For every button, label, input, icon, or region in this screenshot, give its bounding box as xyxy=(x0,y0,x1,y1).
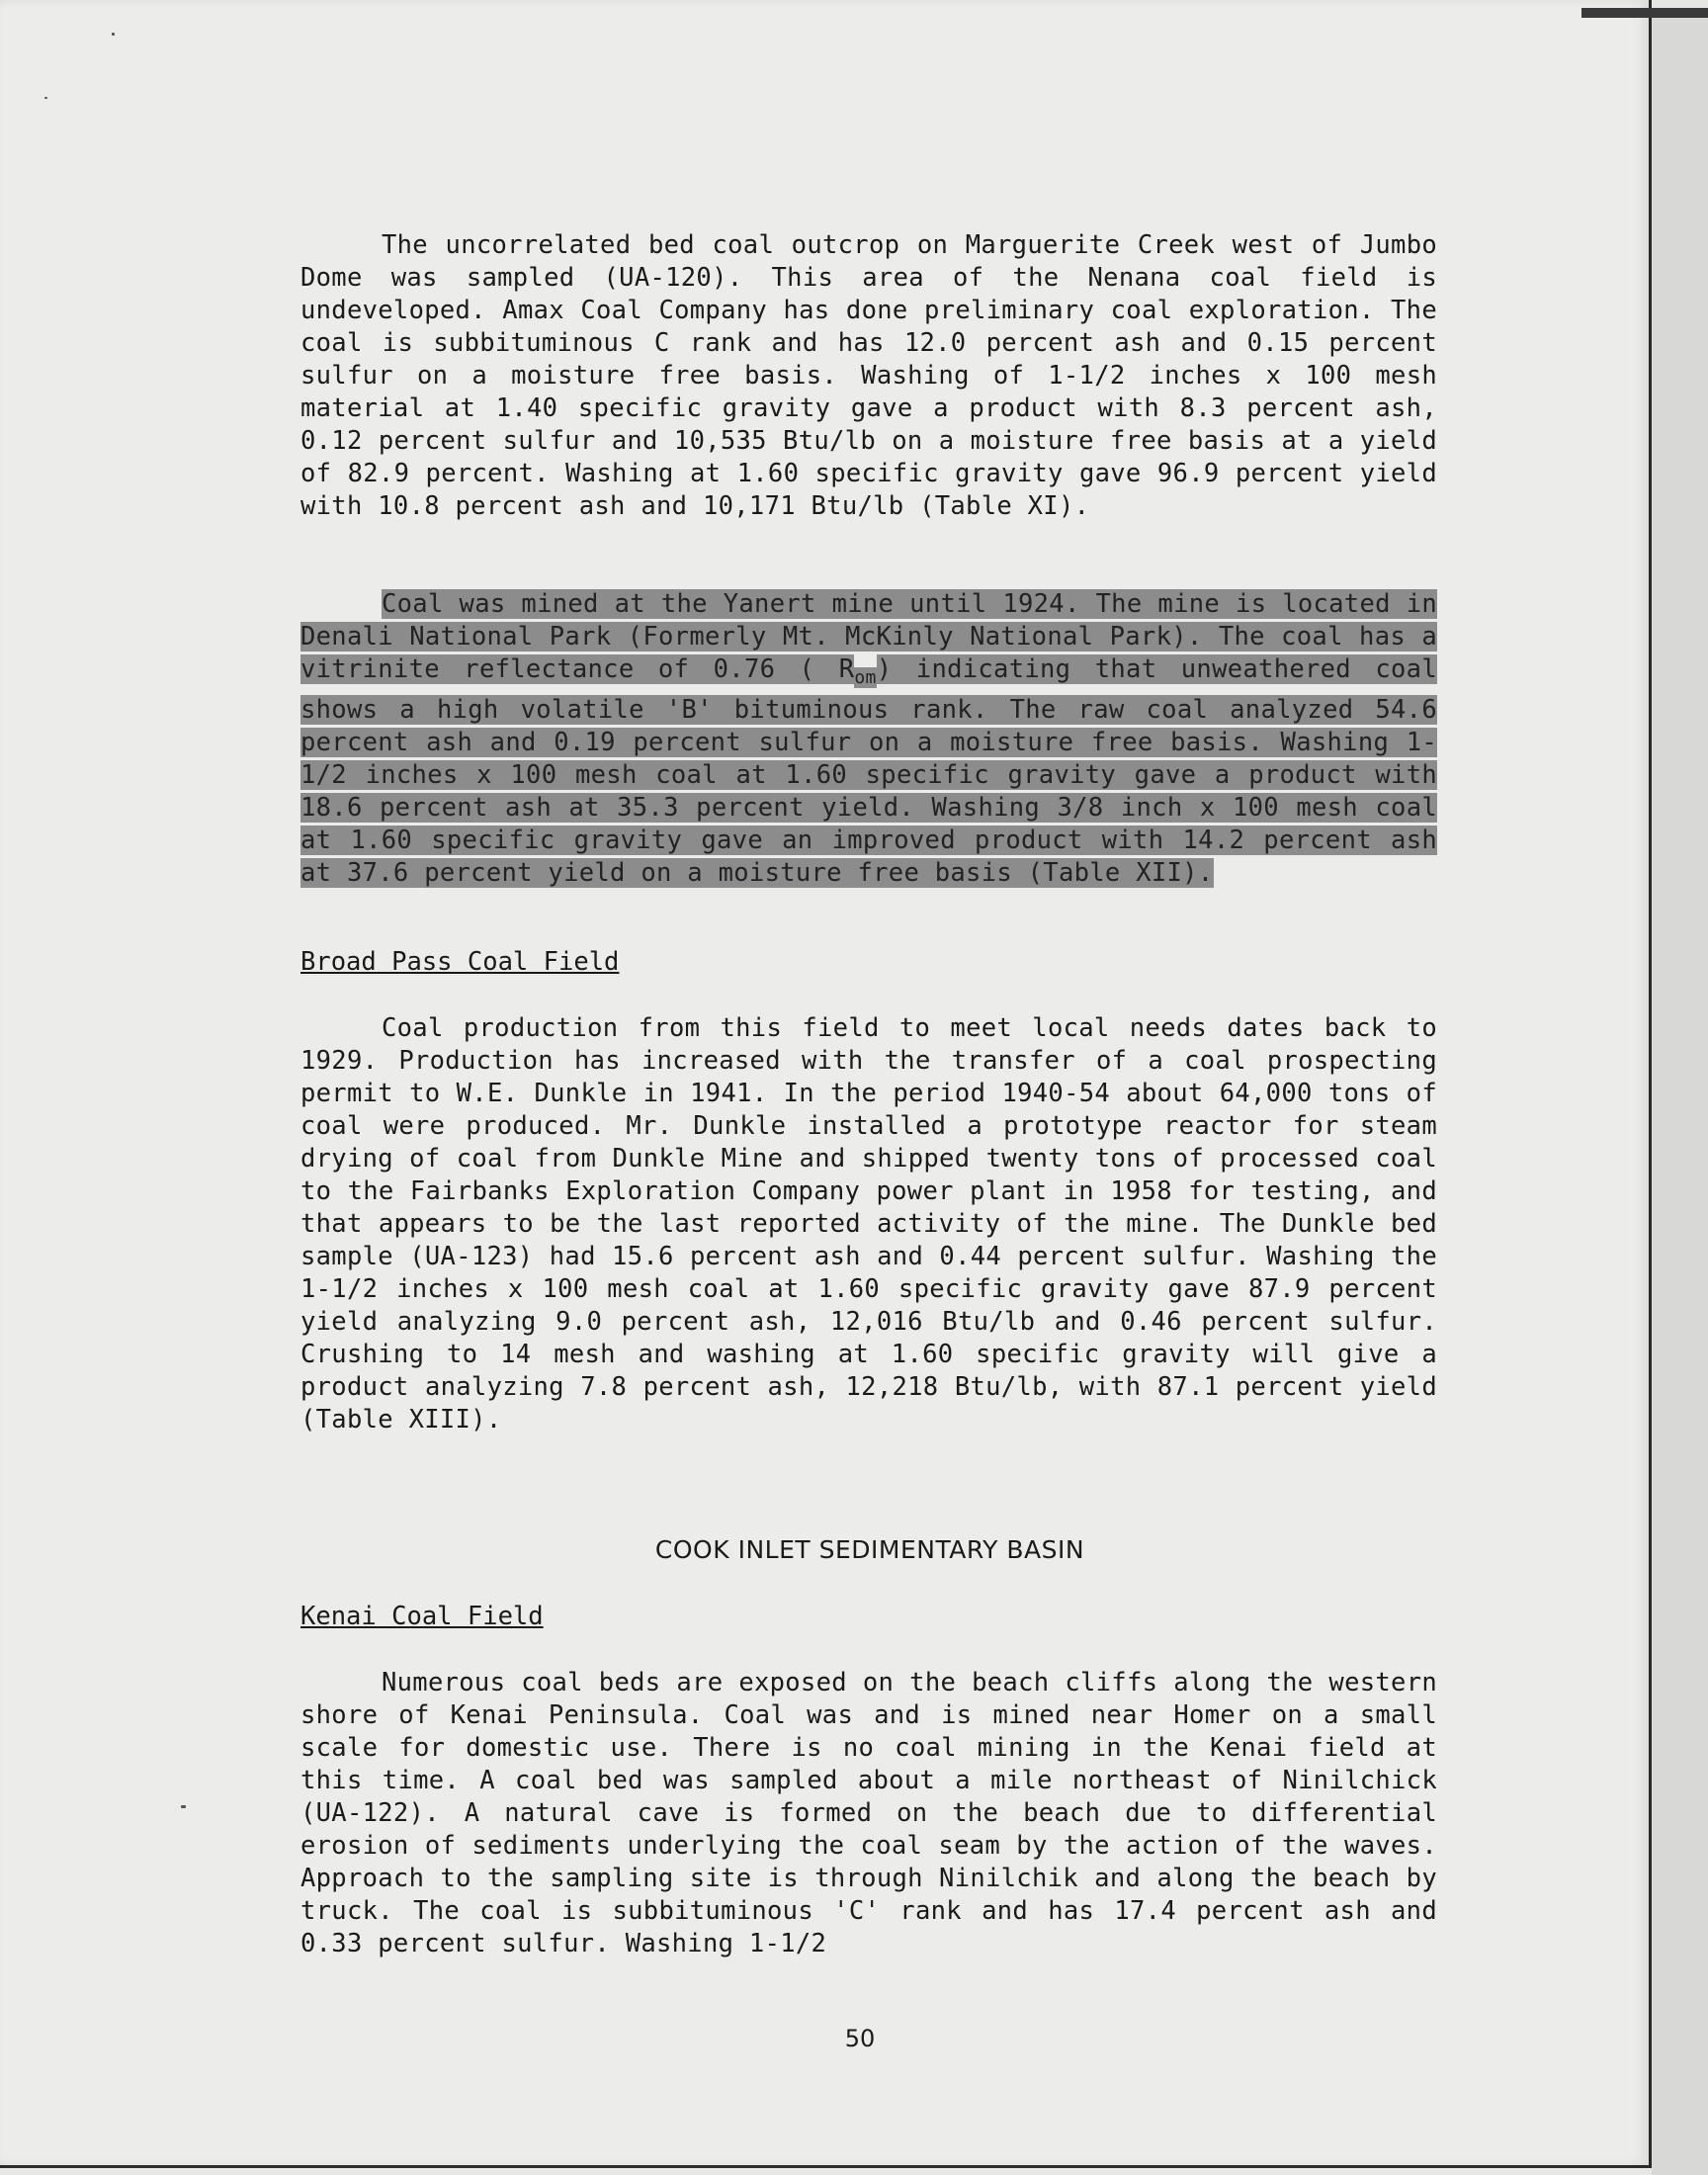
page-top-edge xyxy=(1581,8,1708,18)
scan-speck xyxy=(44,97,47,99)
scan-speck xyxy=(181,1805,186,1808)
page-edge-shadow xyxy=(1652,10,1708,2175)
heading-broad-pass: Broad Pass Coal Field xyxy=(300,947,620,977)
highlight-text-2: ) indicating that unweathered coal shows a high volatile 'B' bituminous rank. The raw coal analyzed 54.6 percent ash and 0.19 percent sulfur on a moisture free basis. Washing 1-1/2 inches x 100 mesh coal at 1.60 specific gravity gave a product with 18.6 percent ash at 35.3 percent yield. Washing 3/8 inch x 100 mesh coal at 1.60 specific gravity gave an improved product with 14.2 percent ash at 37.6 percent yield on a moisture free basis (Table XII). xyxy=(300,654,1437,889)
section-title: COOK INLET SEDIMENTARY BASIN xyxy=(654,1535,1085,1564)
highlighted-paragraph xyxy=(300,588,1437,890)
paragraph-kenai xyxy=(300,1667,1437,1960)
paragraph-broad-pass xyxy=(300,1012,1437,1436)
paragraph-yanert-mine xyxy=(300,588,1437,890)
paragraph-marguerite-creek xyxy=(300,229,1437,523)
page-number: 50 xyxy=(844,2025,876,2052)
heading-kenai: Kenai Coal Field xyxy=(300,1602,544,1631)
paragraph-text: Coal production from this field to meet local needs dates back to 1929. Production has increased with the transfer of a coal prospecting permit to W.E. Dunkle in 1941. In the period 1940-54 about 64,000 tons of coal were produced. Mr. Dunkle installed a prototype reactor for steam drying of coal from Dunkle Mine and shipped twenty tons of processed coal to the Fairbanks Exploration Company power plant in 1958 for testing, and that appears to be the last reported activity of the mine. The Dunkle bed sample (UA-123) had 15.6 percent ash and 0.44 percent sulfur. Washing the 1-1/2 inches x 100 mesh coal at 1.60 specific gravity gave 87.9 percent yield analyzing 9.0 percent ash, 12,016 Btu/lb and 0.46 percent sulfur. Crushing to 14 mesh and washing at 1.60 specific gravity will give a product analyzing 7.8 percent ash, 12,218 Btu/lb, with 87.1 percent yield (Table XIII). xyxy=(300,1013,1437,1435)
highlight-text-1: Coal was mined at the Yanert mine until 1924. The mine is located in Denali National Park (Formerly Mt. McKinly National Park). The coal has a vitrinite reflectance of 0.76 ( R xyxy=(300,589,1437,684)
paragraph-text: The uncorrelated bed coal outcrop on Marguerite Creek west of Jumbo Dome was sampled (UA-120). This area of the Nenana coal field is undeveloped. Amax Coal Company has done preliminary coal exploration. The coal is subbituminous C rank and has 12.0 percent ash and 0.15 percent sulfur on a moisture free basis. Washing of 1-1/2 inches x 100 mesh material at 1.40 specific gravity gave a product with 8.3 percent ash, 0.12 percent sulfur and 10,535 Btu/lb on a moisture free basis at a yield of 82.9 percent. Washing at 1.60 specific gravity gave 96.9 percent yield with 10.8 percent ash and 10,171 Btu/lb (Table XI). xyxy=(300,230,1437,521)
scan-speck xyxy=(112,33,115,36)
paragraph-text: Numerous coal beds are exposed on the beach cliffs along the western shore of Kenai Peninsula. Coal was and is mined near Homer on a small scale for domestic use. There is no coal mining in the Kenai field at this time. A coal bed was sampled about a mile northeast of Ninilchick (UA-122). A natural cave is formed on the beach due to differential erosion of sediments underlying the coal seam by the action of the waves. Approach to the sampling site is through Ninilchik and along the beach by truck. The coal is subbituminous 'C' rank and has 17.4 percent ash and 0.33 percent sulfur. Washing 1-1/2 xyxy=(300,1668,1437,1958)
reflectance-subscript: om xyxy=(854,667,877,689)
